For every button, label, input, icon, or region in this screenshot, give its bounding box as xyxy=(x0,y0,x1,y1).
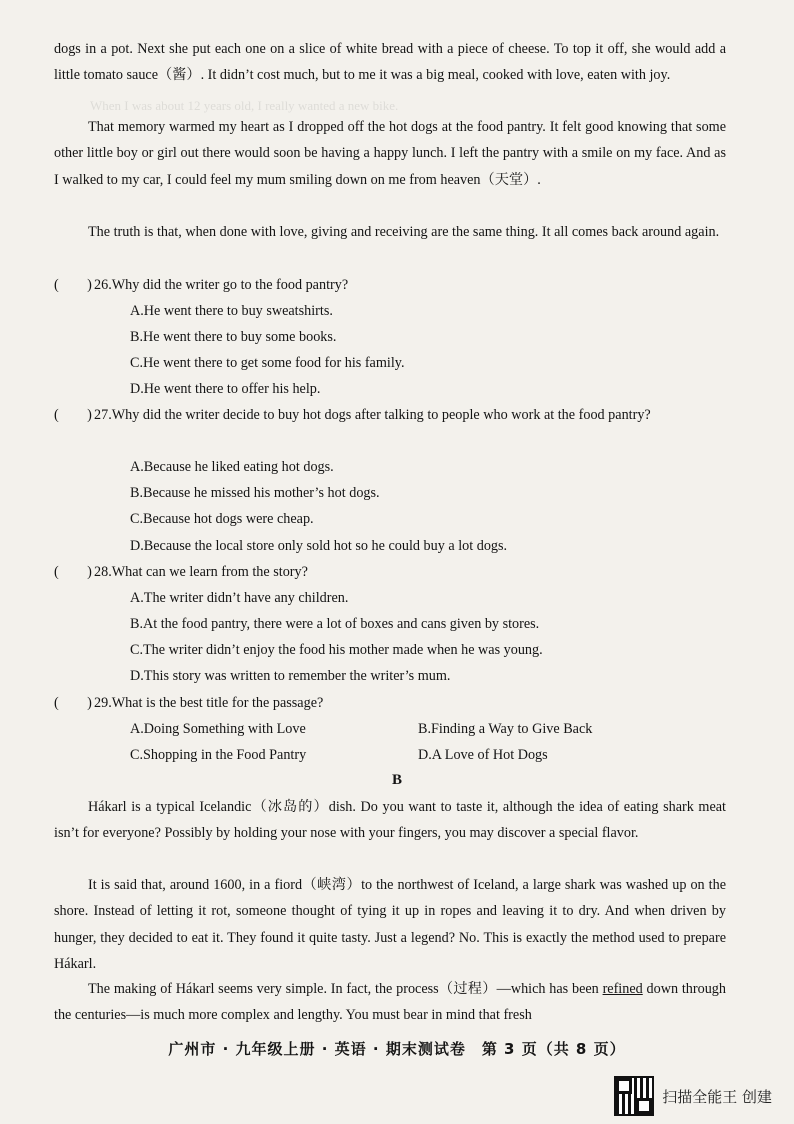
question-29-option-b: B.Finding a Way to Give Back xyxy=(418,721,593,737)
show-through-text: When I was about 12 years old, I really wanted a new bike. xyxy=(90,98,399,113)
scanner-label: 扫描全能王 创建 xyxy=(662,1087,772,1106)
question-28-option-c: C.The writer didn’t enjoy the food his mother made when he was young. xyxy=(130,642,543,658)
question-28-stem xyxy=(54,559,726,585)
question-text: 29.What is the best title for the passage? xyxy=(94,695,324,711)
text-span: The making of Hákarl seems very simple. In fact, the process（过程）—which has been xyxy=(88,981,603,997)
text-span: down through the centuries—is much more complex and lengthy. You must bear in mind that fresh xyxy=(54,981,726,1024)
answer-bracket: ( ) xyxy=(54,277,92,293)
answer-bracket: ( ) xyxy=(54,564,92,580)
paragraph-memory: That memory warmed my heart as I dropped off the hot dogs at the food pantry. It felt good knowing that some other little boy or girl out there would soon be having a happy lunch. I left the pantry with a smile on my face. And as I walked to my car, I could feel my mum smiling down on me from heaven（天堂）. xyxy=(54,119,726,188)
paragraph-hakarl-intro: Hákarl is a typical Icelandic（冰岛的）dish. Do you want to taste it, although the idea of eating shark meat isn’t for everyone? Possibly by holding your nose with your fingers, you may discover a special flavor. xyxy=(54,799,726,842)
qr-code-icon xyxy=(614,1076,654,1116)
underlined-word-refined: refined xyxy=(602,981,643,997)
page-footer: 广州市 · 九年级上册 · 英语 · 期末测试卷 第 3 页（共 8 页） xyxy=(168,1040,626,1058)
question-26-stem xyxy=(54,272,726,298)
paragraph-hakarl-legend: It is said that, around 1600, in a fiord（峡湾）to the northwest of Iceland, a large shark was washed up on the shore. Instead of letting it rot, someone thought of tying it up in ropes and leaving it to dry. And when driven by hunger, they decided to eat it. They found it quite tasty. Just a legend? No. This is exactly the method used to prepare Hákarl. xyxy=(54,877,726,972)
scanner-watermark xyxy=(614,1076,772,1116)
question-26-option-b: B.He went there to buy some books. xyxy=(130,329,337,345)
question-text: 27.Why did the writer decide to buy hot dogs after talking to people who work at the food pantry? xyxy=(94,407,651,423)
question-27-option-c: C.Because hot dogs were cheap. xyxy=(130,511,314,527)
paragraph-truth: The truth is that, when done with love, giving and receiving are the same thing. It all comes back around again. xyxy=(88,224,720,240)
section-b-heading: B xyxy=(391,772,402,788)
paragraph-hakarl-making xyxy=(54,976,726,1029)
paragraph-hot-dogs: dogs in a pot. Next she put each one on a slice of white bread with a piece of cheese. To top it off, she would add a little tomato sauce（酱）. It didn’t cost much, but to me it was a big meal, cooked with love, eaten with joy. xyxy=(54,41,726,84)
question-27-stem xyxy=(54,402,726,428)
question-29-option-d: D.A Love of Hot Dogs xyxy=(418,747,548,763)
question-27-option-b: B.Because he missed his mother’s hot dogs. xyxy=(130,485,380,501)
question-29-option-c: C.Shopping in the Food Pantry xyxy=(130,747,307,763)
answer-bracket: ( ) xyxy=(54,695,92,711)
question-27-option-d: D.Because the local store only sold hot so he could buy a lot dogs. xyxy=(130,538,508,554)
question-29-option-a: A.Doing Something with Love xyxy=(130,721,306,737)
question-text: 28.What can we learn from the story? xyxy=(94,564,308,580)
question-26-option-c: C.He went there to get some food for his family. xyxy=(130,355,405,371)
question-26-option-d: D.He went there to offer his help. xyxy=(130,381,321,397)
question-27-option-a: A.Because he liked eating hot dogs. xyxy=(130,459,334,475)
question-26-option-a: A.He went there to buy sweatshirts. xyxy=(130,303,333,319)
question-28-option-a: A.The writer didn’t have any children. xyxy=(130,590,349,606)
question-28-option-b: B.At the food pantry, there were a lot of boxes and cans given by stores. xyxy=(130,616,540,632)
answer-bracket: ( ) xyxy=(54,407,92,423)
question-text: 26.Why did the writer go to the food pantry? xyxy=(94,277,349,293)
question-29-stem xyxy=(54,690,726,716)
question-28-option-d: D.This story was written to remember the writer’s mum. xyxy=(130,668,451,684)
